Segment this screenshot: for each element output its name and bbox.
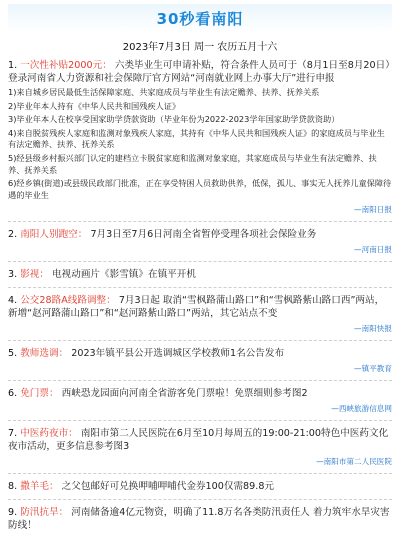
item-number: 5.	[8, 348, 18, 360]
item-source: —南阳日报	[354, 205, 392, 215]
item-number: 9.	[8, 507, 18, 519]
news-item	[8, 506, 392, 532]
item-source: —西峡旅游信息网	[331, 404, 392, 414]
item-heading: 防汛抗旱：	[20, 507, 69, 519]
item-subpoint: 5)经县级乡村振兴部门认定的建档立卡脱贫家庭和监测对象家庭，其家庭成员与毕业生有法定赡养、扶养、抚养关系	[8, 152, 377, 175]
item-text: 电视动画片《影雪镇》在镇平开机	[52, 269, 196, 281]
item-number: 8.	[8, 481, 18, 493]
item-number: 3.	[8, 269, 18, 281]
date-line: 2023年7月3日 周一 农历五月十六	[122, 42, 278, 53]
divider	[8, 380, 392, 381]
item-heading: 一次性补贴2000元：	[20, 60, 112, 71]
item-text: 2023年镇平县公开选调城区学校教师1名公告发布	[71, 348, 285, 360]
news-item	[8, 228, 392, 241]
divider	[8, 499, 392, 500]
divider	[8, 221, 392, 222]
item-subpoint: 3)毕业年本人在校享受国家助学贷款资助（毕业年份为2022-2023学年国家助学贷款资助）	[8, 114, 340, 125]
item-text: 7月3日起 取消“雪枫路蒲山路口”和“雪枫路紫山路口西”两站，新增“赵河路蒲山路口”和“赵河路紫山路口”两站，其它站点不变	[8, 295, 385, 320]
item-heading: 撒羊毛：	[20, 481, 59, 493]
item-source: —南阳市第二人民医院	[316, 457, 392, 467]
divider	[8, 340, 392, 341]
item-heading: 中医药夜市：	[20, 428, 78, 440]
news-page	[0, 4, 400, 537]
news-item	[8, 294, 392, 320]
item-number: 4.	[8, 295, 18, 307]
item-text: 之父包邮好可兑换呷哺呷哺代金券100仅需89.8元	[61, 481, 275, 493]
news-item	[8, 268, 392, 281]
item-heading: 教师选调：	[20, 348, 69, 360]
item-subpoint: 1)来自城乡居民最低生活保障家庭、共家庭成员与毕业生有法定赡养、扶养、抚养关系	[8, 87, 320, 97]
item-subpoint: 4)来自脱贫残疾人家庭和监测对象残疾人家庭，其持有《中华人民共和国残疾人证》的家庭成员与毕业生有法定赡养、扶养、抚养关系	[8, 127, 385, 150]
divider	[8, 473, 392, 474]
item-source: —河南日报	[354, 245, 392, 255]
divider	[8, 261, 392, 262]
item-heading: 南阳人别跑空：	[20, 229, 88, 241]
news-item	[8, 427, 392, 453]
item-source: —镇平教育	[354, 364, 392, 374]
item-number: 6.	[8, 388, 18, 400]
news-item	[8, 387, 392, 400]
item-heading: 影视：	[20, 269, 49, 281]
page-title: 30秒看南阳	[156, 9, 244, 28]
item-heading: 公交28路A线路调整：	[20, 295, 116, 307]
item-subpoint: 2)毕业年本人持有《中华人民共和国残疾人证》	[8, 100, 181, 111]
item-subpoint: 6)经乡镇(街道)或县级民政部门批准，正在享受特困人员救助供养，低保，孤儿、事实无人抚养儿童保障待遇的毕业生	[8, 178, 392, 200]
item-text: 六类毕业生可申请补贴，符合条件人员可于（8月1日至8月20日）登录河南省人力资源和社会保障厅官方网站“河南就业网上办事大厅”进行申报	[8, 60, 391, 84]
item-number: 2.	[8, 229, 18, 241]
item-text: 河南储备逾4亿元物资，明确了11.8万名各类防汛责任人 着力筑牢水旱灾害防线！	[8, 507, 390, 532]
item-source: —南阳快报	[354, 324, 392, 334]
news-item	[8, 59, 392, 85]
item-text: 南阳市第二人民医院在6月至10月每周五的19:00-21:00特色中医药文化夜市活动，更多信息参考图3	[8, 428, 389, 453]
item-text: 西峡恐龙园面向河南全省游客免门票啦！免票细则参考图2	[61, 388, 308, 400]
divider	[8, 287, 392, 288]
item-number: 1.	[8, 60, 18, 71]
item-heading: 免门票：	[20, 388, 59, 400]
title-banner	[8, 4, 392, 32]
divider	[8, 420, 392, 421]
item-number: 7.	[8, 428, 18, 440]
news-item	[8, 480, 392, 493]
item-text: 7月3日至7月6日河南全省暂停受理各项社会保险业务	[90, 229, 317, 241]
news-item	[8, 347, 392, 360]
